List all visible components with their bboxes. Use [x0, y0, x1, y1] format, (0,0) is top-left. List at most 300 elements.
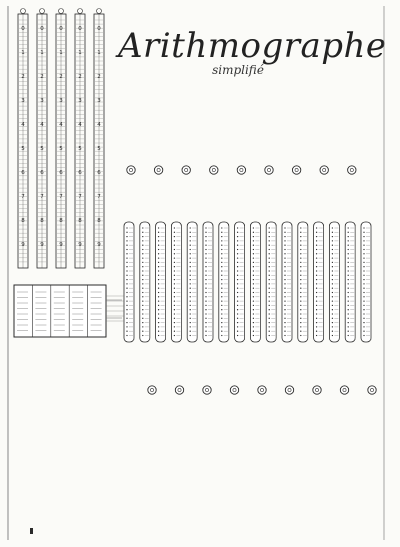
dial-ring	[313, 386, 321, 394]
strip-dot	[284, 275, 285, 276]
ruler-digit: 8	[78, 218, 82, 224]
strip-dot	[190, 326, 191, 327]
strip-dot	[221, 309, 222, 310]
strip-dot	[300, 322, 301, 323]
strip-dot	[221, 240, 222, 241]
strip-dot	[205, 292, 206, 293]
strip-dot	[284, 257, 285, 258]
strip-dot	[269, 335, 270, 336]
corner-mark	[30, 528, 33, 534]
strip-dot	[253, 305, 254, 306]
strip-dot	[332, 245, 333, 246]
ruler-digit: 8	[40, 218, 44, 224]
strip-dot	[237, 292, 238, 293]
strip-dot	[300, 300, 301, 301]
strip-dot	[237, 275, 238, 276]
ruler-left	[94, 9, 104, 269]
strip-dot	[300, 296, 301, 297]
strip-frame	[235, 222, 245, 342]
strip-dot	[348, 236, 349, 237]
strip-dot	[253, 236, 254, 237]
strip-dot	[300, 275, 301, 276]
strip-dot	[221, 292, 222, 293]
strip-dot	[221, 266, 222, 267]
strip-dot	[221, 262, 222, 263]
strip-dot	[158, 266, 159, 267]
strip-dot	[205, 245, 206, 246]
strip-dot	[158, 232, 159, 233]
strip-dot	[142, 275, 143, 276]
dial-ring	[340, 386, 348, 394]
strip-dot	[269, 266, 270, 267]
strip-dot	[221, 236, 222, 237]
strip-dot	[363, 309, 364, 310]
strip-dot	[142, 283, 143, 284]
strip-dot	[332, 335, 333, 336]
strip-dot	[284, 245, 285, 246]
strip-dot	[332, 318, 333, 319]
strip-dot	[142, 322, 143, 323]
strip-dot	[205, 283, 206, 284]
strip-dot	[142, 266, 143, 267]
strip-dot	[142, 279, 143, 280]
strip-dot	[348, 270, 349, 271]
strip-dot	[205, 300, 206, 301]
ruler-digit: 7	[40, 194, 44, 200]
strip-frame	[187, 222, 197, 342]
strip-frame	[124, 222, 134, 342]
slide-strip	[329, 222, 339, 342]
strip-dot	[316, 240, 317, 241]
strip-dot	[221, 305, 222, 306]
strip-dot	[363, 322, 364, 323]
strip-dot	[284, 305, 285, 306]
strip-dot	[363, 313, 364, 314]
strip-dot	[190, 305, 191, 306]
strip-dot	[284, 309, 285, 310]
strip-dot	[332, 300, 333, 301]
plate-subtitle: simplifié	[212, 63, 264, 77]
ruler-top-ring	[97, 9, 102, 14]
strip-dot	[221, 257, 222, 258]
strip-dot	[253, 331, 254, 332]
strip-dot	[284, 262, 285, 263]
strip-dot	[300, 266, 301, 267]
strip-dot	[253, 283, 254, 284]
strip-dot	[316, 313, 317, 314]
strip-dot	[348, 249, 349, 250]
strip-dot	[190, 313, 191, 314]
strip-dot	[221, 275, 222, 276]
strip-dot	[363, 288, 364, 289]
strip-dot	[363, 262, 364, 263]
ruler-digit: 9	[78, 242, 82, 248]
strip-dot	[205, 318, 206, 319]
strip-dot	[269, 300, 270, 301]
slide-strip	[266, 222, 276, 342]
strip-dot	[316, 331, 317, 332]
strip-frame	[250, 222, 260, 342]
strip-dot	[126, 283, 127, 284]
strip-dot	[284, 292, 285, 293]
strip-dot	[158, 335, 159, 336]
strip-dot	[348, 296, 349, 297]
strip-dot	[363, 257, 364, 258]
strip-dot	[253, 322, 254, 323]
strip-dot	[253, 326, 254, 327]
strip-dot	[142, 240, 143, 241]
strip-dot	[142, 253, 143, 254]
strip-dot	[126, 249, 127, 250]
strip-dot	[348, 253, 349, 254]
strip-dot	[126, 335, 127, 336]
strip-dot	[284, 236, 285, 237]
strip-dot	[142, 245, 143, 246]
strip-dot	[190, 257, 191, 258]
strip-dot	[126, 326, 127, 327]
strip-dot	[174, 300, 175, 301]
strip-dot	[300, 326, 301, 327]
strip-dot	[300, 253, 301, 254]
strip-dot	[237, 266, 238, 267]
strip-dot	[174, 309, 175, 310]
dial-ring	[182, 166, 190, 174]
strip-dot	[348, 275, 349, 276]
strip-dot	[300, 240, 301, 241]
strip-dot	[332, 326, 333, 327]
strip-dot	[300, 257, 301, 258]
strip-dot	[126, 227, 127, 228]
slide-strip	[171, 222, 181, 342]
ruler-digit: 5	[97, 146, 101, 152]
strip-dot	[158, 283, 159, 284]
strip-dot	[237, 305, 238, 306]
strip-dot	[332, 227, 333, 228]
strip-dot	[142, 257, 143, 258]
strip-dot	[269, 275, 270, 276]
strip-dot	[126, 331, 127, 332]
ruler-digit: 0	[40, 26, 44, 32]
ruler-digit: 5	[21, 146, 25, 152]
ruler-digit: 6	[40, 170, 44, 176]
strip-dot	[363, 245, 364, 246]
strip-dot	[126, 318, 127, 319]
strip-dot	[348, 279, 349, 280]
strip-dot	[348, 335, 349, 336]
strip-dot	[190, 240, 191, 241]
strip-dot	[348, 318, 349, 319]
strip-dot	[253, 227, 254, 228]
strip-dot	[363, 227, 364, 228]
ruler-digit: 1	[59, 50, 63, 56]
strip-dot	[316, 318, 317, 319]
ruler-digit: 6	[78, 170, 82, 176]
strip-dot	[237, 296, 238, 297]
strip-dot	[348, 300, 349, 301]
ruler-digit: 5	[59, 146, 63, 152]
strip-dot	[300, 292, 301, 293]
strip-dot	[190, 309, 191, 310]
strip-dot	[190, 279, 191, 280]
strip-dot	[126, 253, 127, 254]
ruler-digit: 8	[97, 218, 101, 224]
strip-dot	[363, 270, 364, 271]
strip-dot	[332, 283, 333, 284]
strip-dot	[190, 331, 191, 332]
strip-dot	[221, 232, 222, 233]
strip-frame	[203, 222, 213, 342]
dial-ring	[368, 386, 376, 394]
slide-strip	[235, 222, 245, 342]
strip-dot	[126, 300, 127, 301]
strip-dot	[205, 331, 206, 332]
strip-dot	[190, 292, 191, 293]
strip-dot	[253, 266, 254, 267]
strip-dot	[142, 270, 143, 271]
ruler-digit: 3	[78, 98, 82, 104]
strip-dot	[284, 288, 285, 289]
strip-dot	[269, 309, 270, 310]
strip-dot	[332, 305, 333, 306]
strip-dot	[269, 232, 270, 233]
lower-dial	[230, 386, 238, 394]
strip-dot	[284, 335, 285, 336]
lower-dial	[148, 386, 156, 394]
ruler-digit: 1	[97, 50, 101, 56]
strip-dot	[237, 326, 238, 327]
lower-dial	[340, 386, 348, 394]
strip-dot	[316, 253, 317, 254]
strip-dot	[221, 335, 222, 336]
ruler-digit: 7	[97, 194, 101, 200]
strip-dot	[237, 245, 238, 246]
ruler-digit: 1	[40, 50, 44, 56]
strip-dot	[284, 318, 285, 319]
upper-dial	[320, 166, 328, 174]
strip-dot	[158, 249, 159, 250]
ruler-digit: 3	[40, 98, 44, 104]
slide-strip	[219, 222, 229, 342]
strip-dot	[253, 249, 254, 250]
strip-dot	[126, 292, 127, 293]
slide-strip	[124, 222, 134, 342]
strip-dot	[205, 236, 206, 237]
strip-dot	[190, 253, 191, 254]
strip-dot	[142, 236, 143, 237]
strip-dot	[237, 236, 238, 237]
strip-dot	[332, 270, 333, 271]
ruler-digit: 6	[97, 170, 101, 176]
strip-dot	[284, 249, 285, 250]
strip-dot	[190, 288, 191, 289]
strip-dot	[142, 227, 143, 228]
strip-dot	[316, 275, 317, 276]
strip-dot	[316, 257, 317, 258]
strip-dot	[316, 335, 317, 336]
upper-dial	[210, 166, 218, 174]
strip-dot	[316, 232, 317, 233]
strip-dot	[205, 305, 206, 306]
strip-dot	[284, 266, 285, 267]
card-frame	[14, 285, 106, 337]
dial-ring	[348, 166, 356, 174]
strip-dot	[300, 270, 301, 271]
strip-dot	[348, 232, 349, 233]
strip-dot	[158, 245, 159, 246]
strip-frame	[329, 222, 339, 342]
strip-dot	[284, 232, 285, 233]
strip-dot	[126, 322, 127, 323]
strip-dot	[316, 245, 317, 246]
strip-dot	[284, 326, 285, 327]
upper-dial	[127, 166, 135, 174]
strip-dot	[284, 270, 285, 271]
strip-dot	[332, 257, 333, 258]
strip-dot	[348, 305, 349, 306]
strip-dot	[205, 232, 206, 233]
strip-dot	[253, 279, 254, 280]
strip-dot	[284, 331, 285, 332]
strip-dot	[142, 300, 143, 301]
ruler-left	[75, 9, 85, 269]
upper-dial	[237, 166, 245, 174]
strip-dot	[174, 322, 175, 323]
strip-dot	[174, 313, 175, 314]
strip-dot	[316, 309, 317, 310]
strip-dot	[237, 318, 238, 319]
strip-dot	[158, 262, 159, 263]
strip-dot	[205, 240, 206, 241]
lower-dial	[368, 386, 376, 394]
strip-dot	[174, 305, 175, 306]
strip-dot	[126, 296, 127, 297]
strip-dot	[126, 279, 127, 280]
strip-dot	[300, 245, 301, 246]
strip-dot	[142, 292, 143, 293]
strip-dot	[142, 313, 143, 314]
strip-dot	[316, 305, 317, 306]
strip-dot	[253, 335, 254, 336]
strip-dot	[221, 253, 222, 254]
strip-dot	[142, 249, 143, 250]
ruler-top-ring	[40, 9, 45, 14]
ruler-top-ring	[21, 9, 26, 14]
strip-dot	[190, 236, 191, 237]
strip-dot	[363, 331, 364, 332]
dial-ring	[154, 166, 162, 174]
lower-dial	[258, 386, 266, 394]
strip-dot	[158, 227, 159, 228]
strip-dot	[174, 318, 175, 319]
strip-dot	[253, 288, 254, 289]
strip-dot	[142, 335, 143, 336]
strip-dot	[190, 318, 191, 319]
strip-dot	[253, 292, 254, 293]
strip-dot	[237, 283, 238, 284]
slide-strip	[140, 222, 150, 342]
strip-dot	[237, 322, 238, 323]
strip-dot	[269, 249, 270, 250]
strip-dot	[284, 283, 285, 284]
strip-dot	[174, 335, 175, 336]
strip-dot	[332, 249, 333, 250]
strip-dot	[332, 253, 333, 254]
strip-dot	[316, 236, 317, 237]
strip-dot	[363, 249, 364, 250]
strip-dot	[237, 253, 238, 254]
dial-ring	[237, 166, 245, 174]
slide-strip	[203, 222, 213, 342]
strip-dot	[348, 288, 349, 289]
strip-dot	[158, 322, 159, 323]
strip-dot	[348, 331, 349, 332]
strip-frame	[171, 222, 181, 342]
ruler-digit: 9	[21, 242, 25, 248]
strip-dot	[316, 296, 317, 297]
ruler-digit: 6	[59, 170, 63, 176]
strip-dot	[158, 326, 159, 327]
dial-ring	[230, 386, 238, 394]
strip-dot	[300, 227, 301, 228]
ruler-digit: 2	[97, 74, 101, 80]
strip-dot	[174, 253, 175, 254]
strip-dot	[316, 227, 317, 228]
strip-dot	[174, 275, 175, 276]
strip-dot	[158, 296, 159, 297]
ruler-digit: 3	[21, 98, 25, 104]
strip-dot	[174, 262, 175, 263]
strip-dot	[363, 253, 364, 254]
dial-ring	[203, 386, 211, 394]
strip-dot	[237, 240, 238, 241]
strip-dot	[332, 313, 333, 314]
strip-dot	[158, 279, 159, 280]
ruler-digit: 9	[97, 242, 101, 248]
strip-dot	[316, 300, 317, 301]
strip-dot	[205, 326, 206, 327]
strip-dot	[237, 279, 238, 280]
dial-ring	[292, 166, 300, 174]
strip-dot	[158, 292, 159, 293]
strip-dot	[363, 292, 364, 293]
dial-ring	[258, 386, 266, 394]
strip-dot	[221, 313, 222, 314]
strip-dot	[158, 257, 159, 258]
strip-dot	[221, 288, 222, 289]
strip-dot	[190, 232, 191, 233]
strip-dot	[237, 313, 238, 314]
strip-dot	[174, 245, 175, 246]
strip-dot	[332, 232, 333, 233]
dial-ring	[210, 166, 218, 174]
strip-dot	[190, 249, 191, 250]
strip-dot	[174, 292, 175, 293]
strip-dot	[190, 322, 191, 323]
strip-dot	[205, 257, 206, 258]
strip-dot	[300, 288, 301, 289]
strip-dot	[174, 296, 175, 297]
strip-dot	[316, 279, 317, 280]
strip-dot	[190, 275, 191, 276]
strip-dot	[126, 266, 127, 267]
strip-dot	[221, 300, 222, 301]
strip-dot	[284, 322, 285, 323]
strip-dot	[174, 283, 175, 284]
strip-dot	[363, 296, 364, 297]
ruler-digit: 4	[21, 122, 25, 128]
ruler-digit: 2	[21, 74, 25, 80]
lower-dial	[203, 386, 211, 394]
